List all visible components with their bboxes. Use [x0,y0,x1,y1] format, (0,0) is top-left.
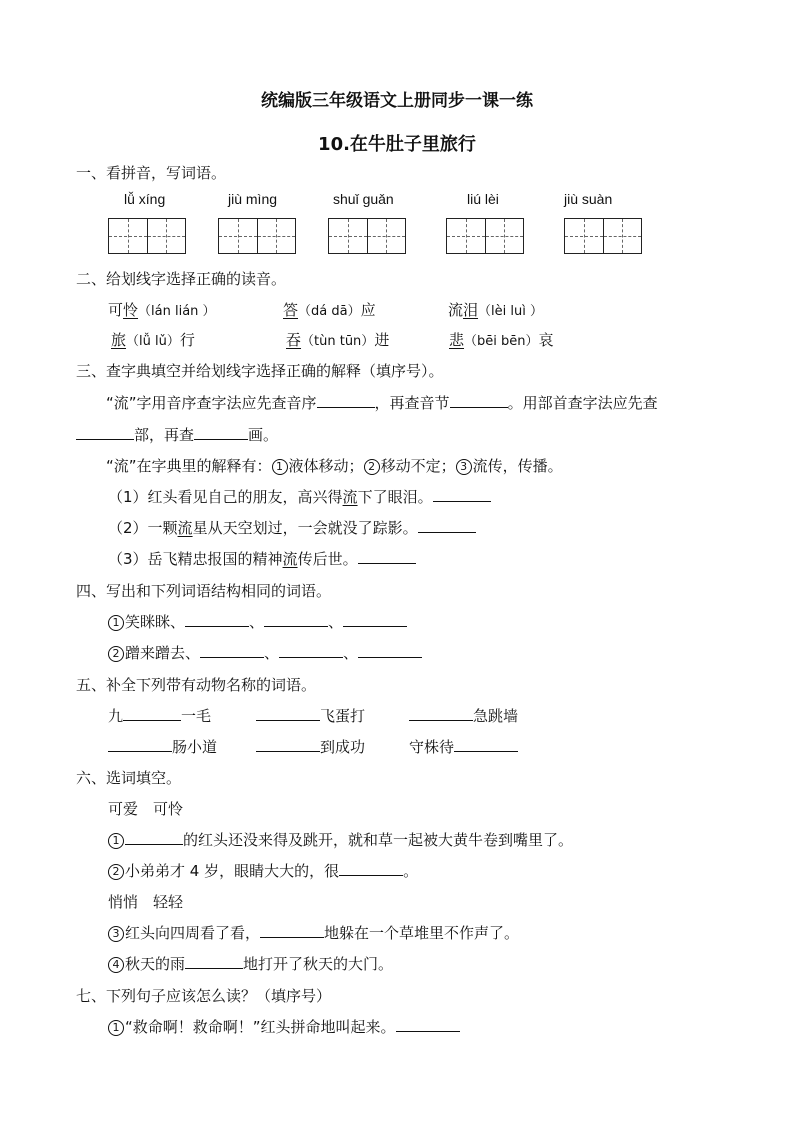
text: 。 [403,862,419,880]
text: “流”字用音序查字法应先查音序 [106,394,317,412]
text: （2）一颗 [108,519,178,537]
text: （3）岳飞精忠报国的精神 [108,550,283,568]
circled-number: 2 [108,864,124,880]
section3-heading: 三、查字典填空并给划线字选择正确的解释（填序号）。 [76,362,444,380]
item-text: 应 [360,301,376,319]
text: 。用部首查字法应先查 [507,394,658,412]
answer-blank[interactable] [433,487,491,502]
circled-number: 1 [108,615,124,631]
text: 的红头还没来得及跳开，就和草一起被大黄牛卷到嘴里了。 [183,831,574,849]
text: ，再查音节 [374,394,450,412]
word-pair-1: 可爱 可怜 [108,800,184,818]
answer-blank[interactable] [123,706,181,721]
section6-heading: 六、选词填空。 [76,769,182,787]
text: 秋天的雨 [125,955,186,973]
answer-blank[interactable] [125,830,183,845]
answer-blank[interactable] [194,425,248,440]
answer-blank[interactable] [260,923,324,938]
item-text: 进 [374,331,390,349]
writing-grid-3[interactable] [328,218,406,254]
section4-heading: 四、写出和下列词语结构相同的词语。 [76,582,332,600]
section2-heading: 二、给划线字选择正确的读音。 [76,270,287,288]
pinyin-options: （lǚ lǔ） [126,334,180,349]
writing-grid-2[interactable] [218,218,296,254]
underlined-char: 悲 [449,331,465,349]
text: 下了眼泪。 [357,488,433,506]
circled-number: 1 [108,1020,124,1036]
underlined-char: 旅 [111,331,127,349]
text: 笑眯眯、 [125,613,186,631]
answer-blank[interactable] [264,612,328,627]
item-text: 流 [448,301,464,319]
section1-heading: 一、看拼音，写词语。 [76,164,227,182]
text: 星从天空划过，一会就没了踪影。 [192,519,418,537]
text: 到成功 [320,738,366,756]
answer-blank[interactable] [396,1017,460,1032]
underlined-char: 流 [342,488,358,506]
fill-sentence-4 [108,953,393,974]
text: 移动不定； [380,457,456,475]
answer-blank[interactable] [339,861,403,876]
pinyin-5: jiù suàn [564,191,613,207]
answer-blank[interactable] [454,737,518,752]
writing-grid-4[interactable] [446,218,524,254]
section5-heading: 五、补全下列带有动物名称的词语。 [76,676,317,694]
answer-blank[interactable] [358,549,416,564]
lesson-title: 10.在牛肚子里旅行 [318,134,476,155]
pinyin-1: lǚ xíng [124,191,166,207]
fill-sentence-2 [108,860,418,881]
pinyin-2: jiù mìng [228,191,278,207]
writing-grid-5[interactable] [564,218,642,254]
writing-grid-1[interactable] [108,218,186,254]
circled-number: 3 [108,926,124,942]
text: 急跳墙 [473,707,519,725]
circled-number: 4 [108,957,124,973]
answer-blank[interactable] [256,706,320,721]
dictionary-line-2 [76,424,278,445]
answer-blank[interactable] [185,612,249,627]
text: 液体移动； [288,457,364,475]
reading-item-4 [111,329,195,350]
pinyin-options: （dá dā） [298,304,361,319]
separator: 、 [249,613,265,631]
word-pair-2: 悄悄 轻轻 [108,893,184,911]
answer-blank[interactable] [343,612,407,627]
underlined-char: 流 [177,519,193,537]
structure-line-1 [108,611,407,632]
idiom-6 [409,736,518,757]
fill-sentence-3 [108,922,519,943]
text: “流”在字典里的解释有： [106,457,272,475]
pinyin-options: （tùn tūn） [301,334,375,349]
text: （1）红头看见自己的朋友，高兴得 [108,488,343,506]
reading-item-6 [449,329,554,350]
underlined-char: 泪 [463,301,479,319]
text: 守株待 [409,738,455,756]
question-2 [108,517,476,538]
text: 流传，传播。 [472,457,563,475]
separator: 、 [264,644,280,662]
question-3 [108,548,416,569]
answer-blank[interactable] [317,393,375,408]
question-1 [108,486,491,507]
reading-item-1 [108,299,216,320]
text: 一毛 [181,707,212,725]
document-title: 统编版三年级语文上册同步一课一练 [261,91,533,111]
answer-blank[interactable] [279,643,343,658]
answer-blank[interactable] [200,643,264,658]
circled-number: 1 [108,833,124,849]
text: 地打开了秋天的大门。 [243,955,394,973]
pinyin-4: liú lèi [467,191,499,207]
circled-number: 1 [272,459,288,475]
answer-blank[interactable] [358,643,422,658]
item-text: 哀 [538,331,554,349]
underlined-char: 答 [283,301,299,319]
text: 九 [108,707,124,725]
pinyin-options: （lán lián ） [138,304,216,319]
item-text: 行 [179,331,195,349]
answer-blank[interactable] [409,706,473,721]
text: 红头向四周看了看， [125,924,261,942]
text: 蹭来蹭去、 [125,644,201,662]
idiom-5 [256,736,365,757]
structure-line-2 [108,642,422,663]
answer-blank[interactable] [76,425,134,440]
underlined-char: 吞 [286,331,302,349]
circled-number: 2 [364,459,380,475]
text: 部，再查 [134,426,195,444]
fill-sentence-1 [108,829,573,850]
idiom-1 [108,705,211,726]
idiom-3 [409,705,518,726]
pinyin-options: （bēi bēn） [464,334,539,349]
text: “救命啊！救命啊！”红头拼命地叫起来。 [125,1018,396,1036]
reading-item-3 [448,299,543,320]
item-text: 可 [108,301,124,319]
answer-blank[interactable] [450,393,508,408]
answer-blank[interactable] [185,954,243,969]
answer-blank[interactable] [256,737,320,752]
text: 小弟弟才 4 岁，眼睛大大的，很 [125,862,340,880]
circled-number: 2 [108,646,124,662]
separator: 、 [328,613,344,631]
answer-blank[interactable] [418,518,476,533]
answer-blank[interactable] [108,737,172,752]
text: 地躲在一个草堆里不作声了。 [324,924,520,942]
reading-item-5 [286,329,389,350]
idiom-4 [108,736,217,757]
pinyin-options: （lèi luì ） [478,304,543,319]
dictionary-line-1 [106,392,658,413]
separator: 、 [343,644,359,662]
idiom-2 [256,705,365,726]
text: 飞蛋打 [320,707,366,725]
section7-heading: 七、下列句子应该怎么读？（填序号） [76,987,332,1005]
pinyin-3: shuǐ guǎn [333,191,394,207]
underlined-char: 流 [282,550,298,568]
definitions-line [106,455,563,476]
read-sentence-1 [108,1016,460,1037]
text: 传后世。 [297,550,358,568]
text: 画。 [248,426,279,444]
underlined-char: 怜 [123,301,139,319]
reading-item-2 [283,299,376,320]
circled-number: 3 [456,459,472,475]
text: 肠小道 [172,738,218,756]
